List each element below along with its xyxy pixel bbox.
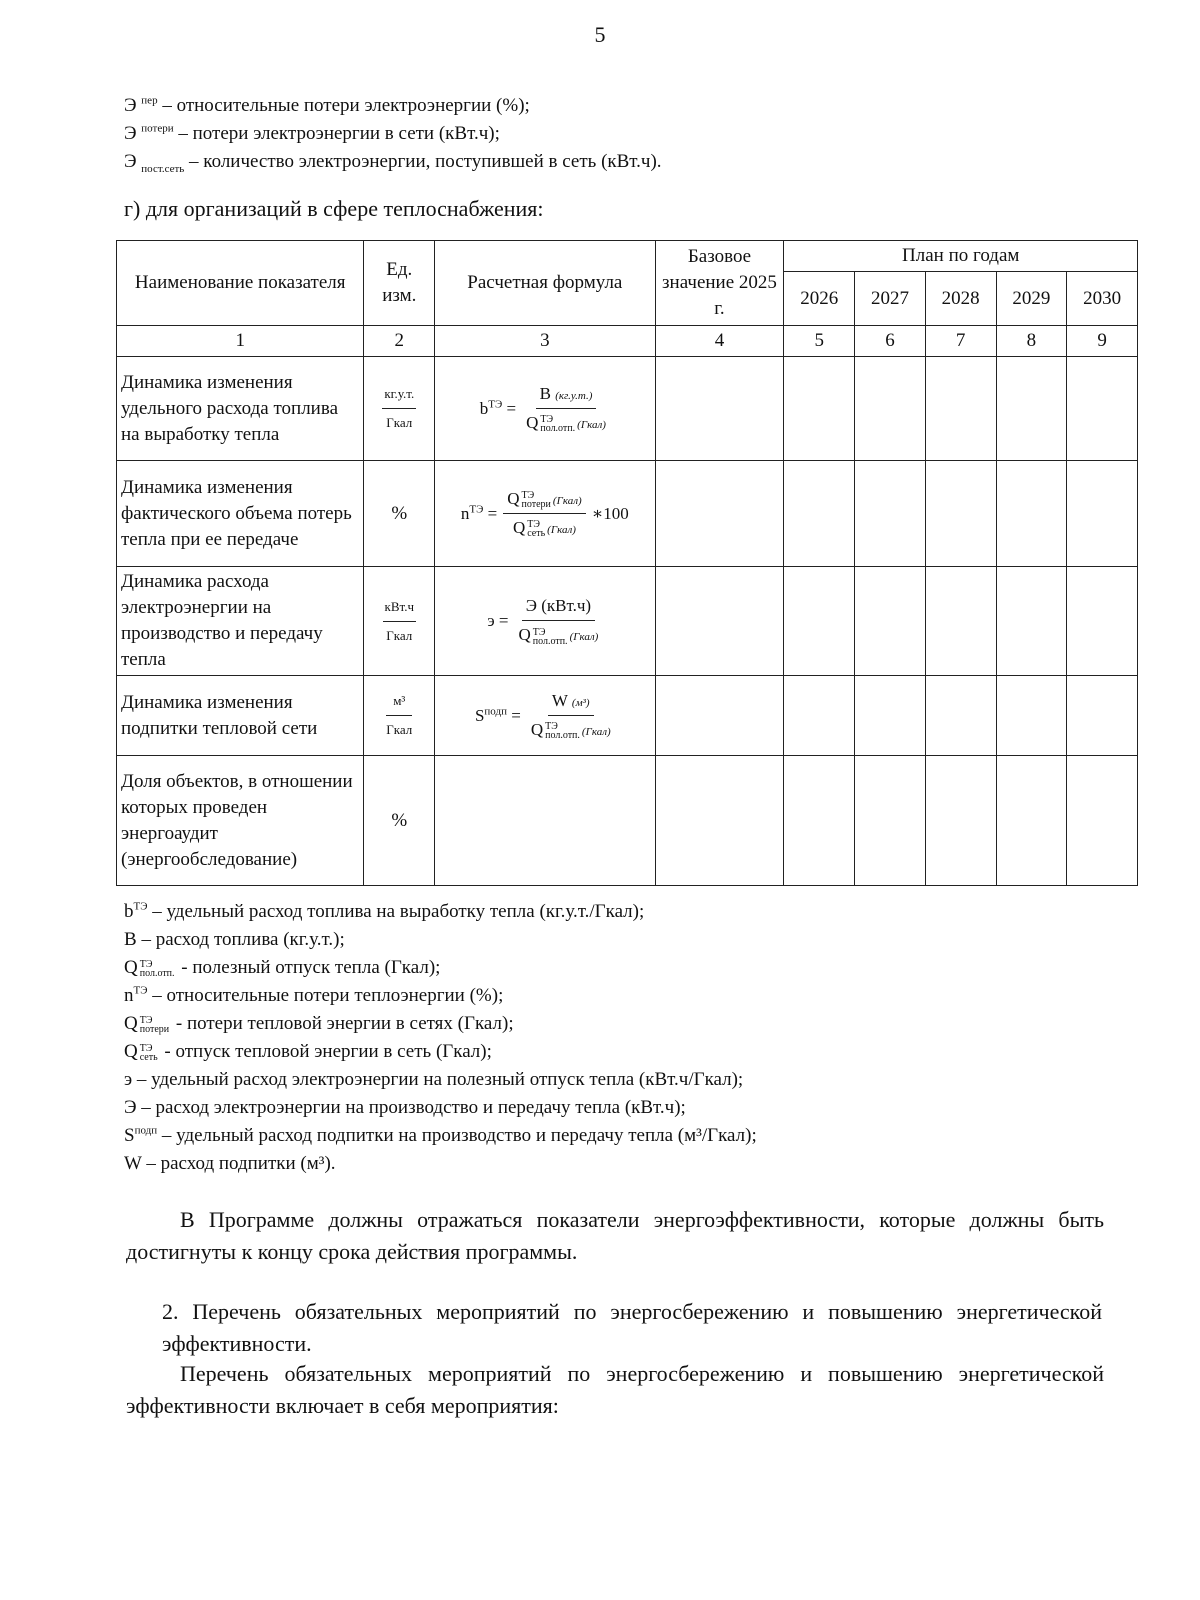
indicator-name: Динамика изменения подпитки тепловой сети [117, 676, 364, 756]
plan-cell [996, 567, 1067, 676]
plan-cell [784, 756, 855, 886]
section-label: г) для организаций в сфере теплоснабжения: [124, 196, 544, 221]
plan-cell [996, 676, 1067, 756]
plan-cell [925, 756, 996, 886]
base-value-cell [655, 567, 784, 676]
column-number: 9 [1067, 326, 1138, 357]
indicator-unit: % [364, 461, 435, 567]
definition-line: B – расход топлива (кг.у.т.); [124, 929, 345, 950]
header-year: 2028 [925, 272, 996, 326]
header-plan: План по годам [784, 241, 1138, 272]
indicator-formula: $n^{ТЭ}$ = Q ТЭ потери (Гкал) Q ТЭ сеть (Гкал) ∗100 [435, 461, 655, 567]
section-2-title: 2. Перечень обязательных мероприятий по энергосбережению и повышению энергетической эффективности. [162, 1299, 1102, 1356]
plan-cell [996, 756, 1067, 886]
definition-line: Q ТЭ пол.отп. - полезный отпуск тепла (Гкал); [124, 957, 441, 979]
indicator-name: Доля объектов, в отношении которых проведен энергоаудит (энергообследование) [117, 756, 364, 886]
paragraph-program: В Программе должны отражаться показатели энергоэффективности, которые должны быть достигнуты к концу срока действия программы. [126, 1207, 1104, 1264]
header-year: 2029 [996, 272, 1067, 326]
plan-cell [855, 357, 926, 461]
column-numbers-row [117, 326, 1138, 357]
column-number: 6 [855, 326, 926, 357]
top-definitions [124, 92, 1124, 176]
page-number: 5 [594, 22, 606, 47]
indicator-formula [435, 756, 655, 886]
indicators-table [116, 240, 1138, 886]
plan-cell [1067, 756, 1138, 886]
indicator-formula: $b^{ТЭ}$ = B (кг.у.т.) Q ТЭ пол.отп. (Гкал) [435, 357, 655, 461]
table-row [117, 756, 1138, 886]
indicator-formula: $S^{подп}$ = W (м³) Q ТЭ пол.отп. (Гкал) [435, 676, 655, 756]
column-number: 2 [364, 326, 435, 357]
header-year: 2026 [784, 272, 855, 326]
indicator-formula: э = Э (кВт.ч) Q ТЭ пол.отп. (Гкал) [435, 567, 655, 676]
definition-line: $S^{подп}$ – удельный расход подпитки на производство и передачу тепла (м³/Гкал); [124, 1124, 757, 1146]
indicator-name: Динамика изменения удельного расхода топлива на выработку тепла [117, 357, 364, 461]
plan-cell [1067, 357, 1138, 461]
indicator-name: Динамика изменения фактического объема потерь тепла при ее передаче [117, 461, 364, 567]
paragraph-list-intro: Перечень обязательных мероприятий по энергосбережению и повышению энергетической эффективности включает в себя мероприятия: [126, 1361, 1104, 1418]
header-year: 2027 [855, 272, 926, 326]
definition-line: Э $^{пер}$ – относительные потери электроэнергии (%); [124, 94, 530, 116]
bottom-definitions [124, 898, 1124, 1178]
plan-cell [996, 461, 1067, 567]
indicator-unit: $\frac{\text{кВт.ч}}{\text{Гкал}}$ [364, 567, 435, 676]
plan-cell [1067, 676, 1138, 756]
plan-cell [1067, 461, 1138, 567]
plan-cell [855, 756, 926, 886]
header-base: Базовое значение 2025 г. [655, 241, 784, 326]
plan-cell [855, 676, 926, 756]
table-row [117, 357, 1138, 461]
plan-cell [925, 567, 996, 676]
indicator-unit: $\frac{\text{м³}}{\text{Гкал}}$ [364, 676, 435, 756]
header-formula: Расчетная формула [435, 241, 655, 326]
definition-line: Э – расход электроэнергии на производство и передачу тепла (кВт.ч); [124, 1097, 686, 1118]
plan-cell [925, 357, 996, 461]
plan-cell [784, 461, 855, 567]
column-number: 8 [996, 326, 1067, 357]
column-number: 4 [655, 326, 784, 357]
base-value-cell [655, 756, 784, 886]
table-row [117, 567, 1138, 676]
header-unit: Ед. изм. [364, 241, 435, 326]
column-number: 3 [435, 326, 655, 357]
definition-line: Э $^{потери}$ – потери электроэнергии в сети (кВт.ч); [124, 122, 500, 144]
definition-line: э – удельный расход электроэнергии на полезный отпуск тепла (кВт.ч/Гкал); [124, 1069, 744, 1090]
plan-cell [1067, 567, 1138, 676]
header-year: 2030 [1067, 272, 1138, 326]
plan-cell [855, 461, 926, 567]
indicator-name: Динамика расхода электроэнергии на производство и передачу тепла [117, 567, 364, 676]
indicator-unit: $\frac{кг.у.т.}{\text{Гкал}}$ [364, 357, 435, 461]
definition-line: $b^{ТЭ}$ – удельный расход топлива на выработку тепла (кг.у.т./Гкал); [124, 900, 645, 922]
plan-cell [925, 461, 996, 567]
base-value-cell [655, 461, 784, 567]
definition-line: $n^{ТЭ}$ – относительные потери теплоэнергии (%); [124, 984, 504, 1006]
plan-cell [784, 567, 855, 676]
plan-cell [996, 357, 1067, 461]
definition-line: Э $_{пост.сеть}$ – количество электроэнергии, поступившей в сеть (кВт.ч). [124, 151, 662, 175]
indicator-unit: % [364, 756, 435, 886]
column-number: 5 [784, 326, 855, 357]
plan-cell [925, 676, 996, 756]
plan-cell [784, 676, 855, 756]
table-row [117, 461, 1138, 567]
header-name: Наименование показателя [117, 241, 364, 326]
table-row [117, 676, 1138, 756]
definition-line: W – расход подпитки (м³). [124, 1153, 336, 1174]
column-number: 1 [117, 326, 364, 357]
definition-line: Q ТЭ сеть - отпуск тепловой энергии в сеть (Гкал); [124, 1041, 492, 1063]
base-value-cell [655, 676, 784, 756]
definition-line: Q ТЭ потери - потери тепловой энергии в сетях (Гкал); [124, 1013, 514, 1035]
plan-cell [855, 567, 926, 676]
column-number: 7 [925, 326, 996, 357]
plan-cell [784, 357, 855, 461]
base-value-cell [655, 357, 784, 461]
